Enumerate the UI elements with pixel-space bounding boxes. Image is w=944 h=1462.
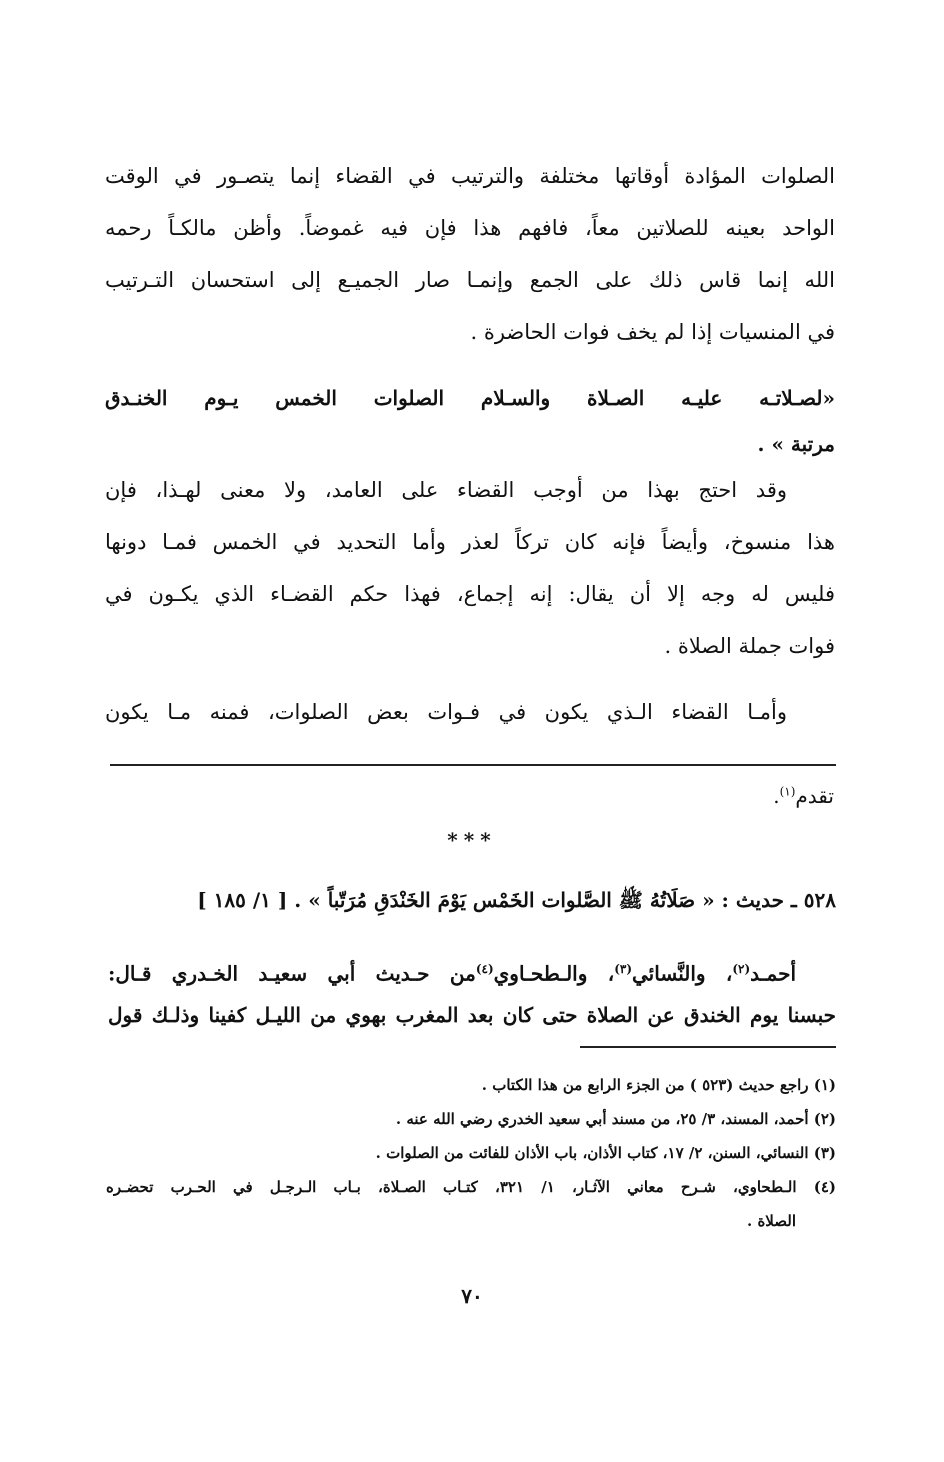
footnote-continuation: الصلاة . (747, 1212, 796, 1230)
text-line: وقد احتج بهذا من أوجب القضاء على العامد، ولا معنى لهـذا، فإن (105, 478, 787, 502)
footnotes (106, 1068, 836, 1238)
footnote: (٤) الـطحاوي، شـرح معاني الآثـار، ١/ ٣٢١، كتـاب الصـلاة، بـاب الـرجـل في الحـرب تحضـره (106, 1178, 837, 1196)
footnote-divider (580, 1046, 836, 1048)
text-line: فوات جملة الصلاة . (664, 634, 835, 658)
section-divider (110, 764, 836, 766)
quoted-text-line: مرتبة » . (757, 432, 835, 456)
main-text (105, 150, 835, 738)
footnote-ref: (٤) (475, 962, 494, 976)
hadith-body (108, 946, 836, 1038)
footnote-ref: (١) (779, 784, 796, 799)
text-line: حبسنا يوم الخندق عن الصلاة حتى كان بعد المغرب بهوي من الليـل كفينا وذلـك قول (108, 1003, 836, 1027)
footnote: (٣) النسائي، السنن، ٢/ ١٧، كتاب الأذان، باب الأذان للفائت من الصلوات . (375, 1144, 836, 1162)
text-line: في المنسيات إذا لم يخف فوات الحاضرة . (470, 320, 835, 344)
text-line: وأمـا القضاء الـذي يكون في فـوات بعض الصلوات، فمنه مـا يكون (105, 700, 787, 724)
hadith-heading: ٥٢٨ ـ حديث : « صَلَاتُهُ ﷺ الصَّلوات الخَمْس يَوْمَ الخَنْدَقِ مُرَتّباً » . [ ١/ ١٨٥ ] (197, 888, 836, 912)
text-line: فليس له وجه إلا أن يقال: إنه إجماع، فهذا حكم القضـاء الذي يكـون في (105, 582, 835, 606)
footnote: (٢) أحمد، المسند، ٣/ ٢٥، من مسند أبي سعيد الخدري رضي الله عنه . (395, 1110, 836, 1128)
text-line: هذا منسوخ، وأيضاً فإنه كان تركاً لعذر وأما التحديد في الخمس فمـا دونها (105, 530, 835, 554)
quoted-text-line: «لصـلاتـه عليـه الصـلاة والسـلام الصلوات الخمس يـوم الخنـدق (105, 386, 835, 410)
carry-over-text: تقدم$^{(١)}$. (773, 784, 834, 808)
text-line: الله إنما قاس ذلك على الجمع وإنمـا صار الجميـع إلى استحسان التـرتيب (105, 268, 835, 292)
text-line: الصلوات المؤادة أوقاتها مختلفة والترتيب في القضاء إنما يتصـور في الوقت (105, 164, 835, 188)
text-line: أحمـد$^{(٢)}$، والنَّسائي$^{(٣)}$، والـطحـاوي$^{(٤)}$من حـديث أبي سعيـد الخـدري قـال: (108, 961, 796, 986)
footnote: (١) راجع حديث (٥٢٣ ) من الجزء الرابع من هذا الكتاب . (481, 1076, 836, 1094)
section-separator-stars: *** (447, 828, 497, 852)
text-line: الواحد بعينه للصلاتين معاً، فافهم هذا فإن فيه غموضاً. وأظن مالكـاً رحمه (105, 216, 835, 240)
footnote-ref: (٢) (732, 962, 751, 976)
footnote-ref: (٣) (614, 962, 633, 976)
page-number: ٧٠ (461, 1284, 483, 1308)
